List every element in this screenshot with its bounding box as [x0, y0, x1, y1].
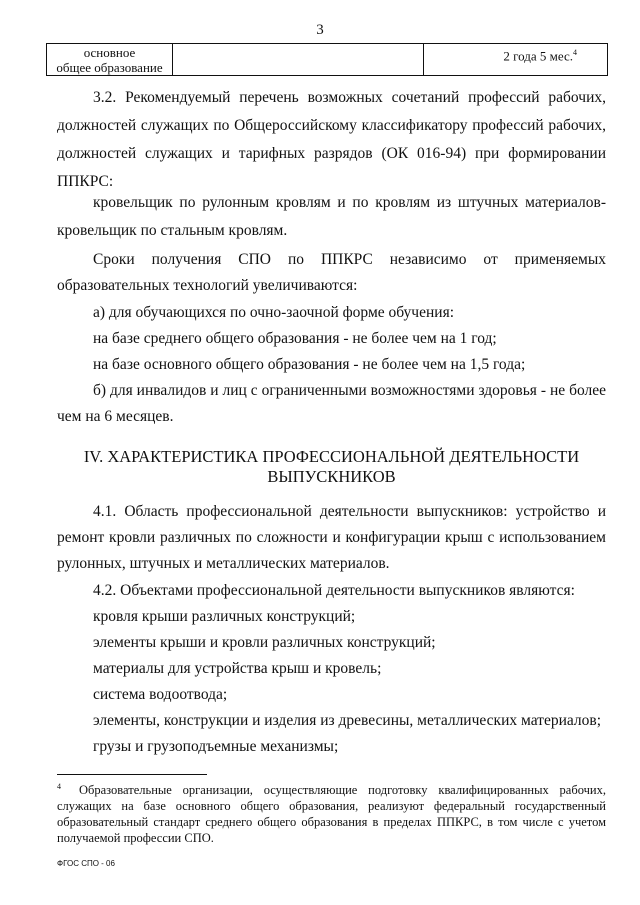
terms-item-b-line1	[57, 381, 606, 401]
education-level-line2: общее образование	[56, 60, 163, 75]
list-item: система водоотвода;	[93, 686, 228, 703]
footnote-line2-text: служащих на базе основного общего образования, реализуют федеральный государственный	[57, 799, 606, 813]
empty-cell	[173, 44, 424, 76]
education-level-line1: основное	[83, 45, 136, 60]
list-item: элементы, конструкции и изделия из древесины, металлических материалов;	[93, 712, 601, 729]
footnote-line2	[57, 799, 606, 815]
list-item: грузы и грузоподъемные механизмы;	[93, 738, 339, 755]
section-3-2-line3: должностей служащих и тарифных разрядов (ОК 016-94) при формировании	[57, 145, 606, 162]
footnote-divider	[57, 774, 207, 775]
terms-item-b-text: б) для инвалидов и лиц с ограниченными возможностями здоровья - не более	[93, 382, 606, 399]
education-terms-table	[46, 43, 608, 76]
section-3-2-line4: ППКРС:	[57, 173, 114, 190]
p41-line2	[57, 528, 606, 548]
table-row	[47, 44, 608, 76]
document-code: ФГОС СПО - 06	[57, 859, 115, 868]
section-iv-heading-line1: IV. ХАРАКТЕРИСТИКА ПРОФЕССИОНАЛЬНОЙ ДЕЯТЕЛЬНОСТИ	[83, 447, 580, 466]
combo-line1	[57, 193, 606, 213]
footnote-number: 4	[57, 782, 61, 791]
p41-line1	[57, 502, 606, 522]
section-3-2-line2: должностей служащих по Общероссийскому классификатору профессий рабочих,	[57, 117, 606, 134]
footnote-line3	[57, 815, 606, 831]
footnote-line1-text: Образовательные организации, осуществляющие подготовку квалифицированных рабочих,	[79, 783, 606, 797]
terms-item-b-line2: чем на 6 месяцев.	[57, 408, 174, 425]
terms-line2: образовательных технологий увеличиваются:	[57, 277, 358, 294]
footnote-line1	[57, 783, 606, 799]
combo-line1-text: кровельщик по рулонным кровлям и по кровлям из штучных материалов-	[93, 194, 606, 211]
p41-line3: рулонных, штучных и металлических материалов.	[57, 555, 390, 572]
duration-text: 2 года 5 мес.	[503, 48, 573, 64]
duration-cell	[424, 44, 608, 76]
p41-line1-text: 4.1. Область профессиональной деятельности выпускников: устройство и	[93, 503, 606, 520]
footnote-line3-text: образовательный стандарт среднего общего образования в пределах ППКРС, в том числе с учетом	[57, 815, 606, 829]
education-level-cell	[47, 44, 173, 76]
list-item: элементы крыши и кровли различных конструкций;	[93, 634, 436, 651]
section-3-2-line1-text: 3.2. Рекомендуемый перечень возможных сочетаний профессий рабочих,	[93, 89, 606, 106]
terms-line1-text: Сроки получения СПО по ППКРС независимо от применяемых	[93, 251, 606, 268]
section-iv-heading-line2: ВЫПУСКНИКОВ	[267, 467, 396, 486]
page-number: 3	[316, 22, 324, 38]
p42: 4.2. Объектами профессиональной деятельности выпускников являются:	[93, 582, 575, 599]
terms-item-a: а) для обучающихся по очно-заочной форме обучения:	[93, 304, 455, 321]
terms-item-a1: на базе среднего общего образования - не более чем на 1 год;	[93, 330, 497, 347]
list-item: кровля крыши различных конструкций;	[93, 608, 356, 625]
p41-line2-text: ремонт кровли различных по сложности и конфигурации крыш с использованием	[57, 529, 606, 546]
section-3-2-block	[57, 88, 606, 164]
terms-item-a2: на базе основного общего образования - не более чем на 1,5 года;	[93, 356, 526, 373]
list-item: материалы для устройства крыш и кровель;	[93, 660, 382, 677]
combo-line2: кровельщик по стальным кровлям.	[57, 222, 288, 239]
footnote-line4: получаемой профессии СПО.	[57, 831, 214, 845]
terms-line1	[57, 250, 606, 270]
footnote-mark: 4	[573, 48, 577, 57]
